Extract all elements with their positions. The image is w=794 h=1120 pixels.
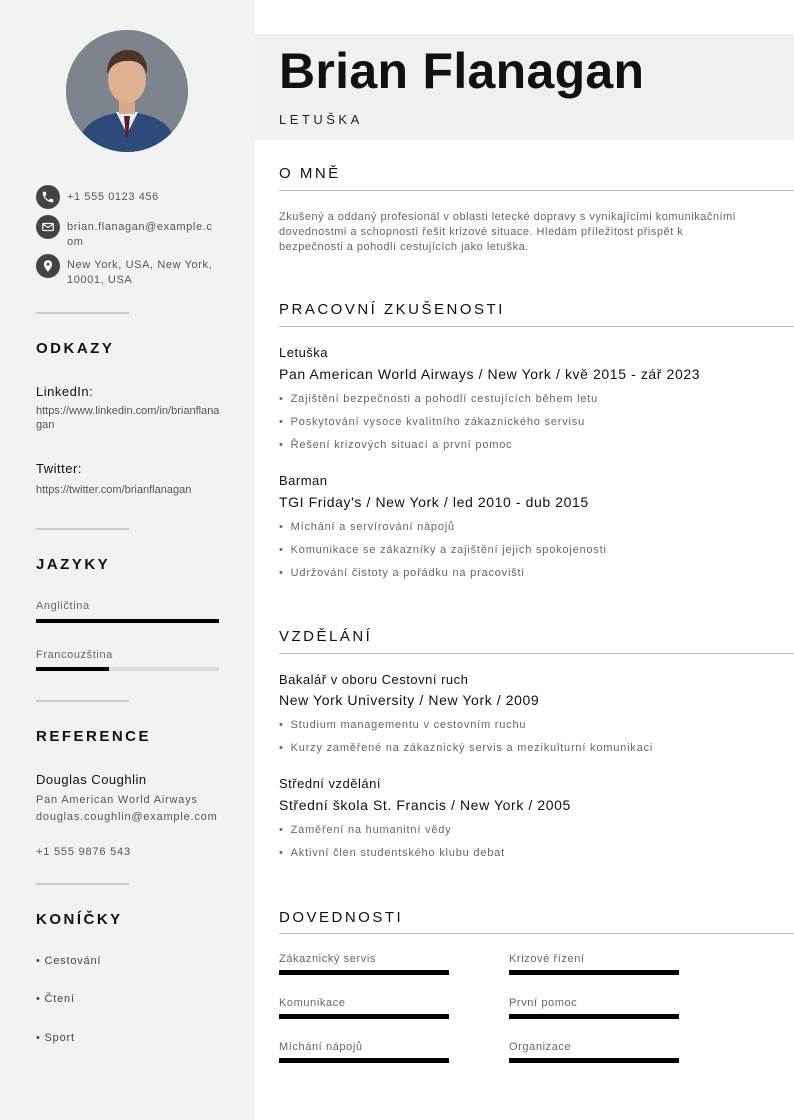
hobby-label: Cestování (44, 955, 102, 967)
contact-address (36, 254, 217, 288)
sidebar-divider (36, 883, 129, 885)
section-divider (279, 653, 794, 654)
skill-level-bar (279, 1014, 449, 1019)
email-text: brian.flanagan@example.com (67, 221, 213, 248)
reference-company: Pan American World Airways (36, 794, 198, 806)
section-divider (279, 933, 794, 934)
hobby-label: Čtení (44, 993, 75, 1005)
skill-level-bar (509, 970, 679, 975)
job-title: LETUŠKA (279, 112, 363, 127)
skill-name: Míchání nápojů (279, 1041, 363, 1053)
education-title: VZDĚLÁNÍ (279, 628, 373, 645)
linkedin-label: LinkedIn: (36, 384, 94, 399)
education-bullet: • Studium managementu v cestovním ruchu (279, 719, 526, 731)
twitter-link[interactable]: https://twitter.com/brianflanagan (36, 484, 192, 496)
experience-title: PRACOVNÍ ZKUŠENOSTI (279, 301, 505, 318)
map-pin-icon (36, 254, 60, 278)
about-title: O MNĚ (279, 165, 341, 182)
about-text: Zkušený a oddaný profesionál v oblasti letecké dopravy s vynikajícími komunikačními dovednostmi a schopností řešit krizové situace. Hledám příležitost přispět k bezpečnosti a pohodlí cestujících jako letuška. (279, 211, 736, 253)
job-bullet: • Udržování čistoty a pořádku na pracovišti (279, 567, 525, 579)
school-info: Střední škola St. Francis / New York / 2005 (279, 797, 571, 813)
skill-name: Zákaznický servis (279, 953, 376, 965)
language-level-bar (36, 619, 219, 623)
skill-level-bar (279, 970, 449, 975)
skill-name: Krizové řízení (509, 953, 585, 965)
education-bullet: • Kurzy zaměřené na zákaznický servis a mezikulturní komunikaci (279, 742, 653, 754)
profile-photo-graphic (66, 30, 188, 152)
contact-email (36, 215, 217, 250)
degree-name: Střední vzdělání (279, 776, 381, 791)
profile-photo (66, 30, 188, 152)
section-divider (279, 190, 794, 191)
twitter-label: Twitter: (36, 461, 82, 476)
links-title: ODKAZY (36, 340, 115, 357)
job-bullet: • Míchání a servírování nápojů (279, 521, 455, 533)
language-level-bar (36, 667, 219, 671)
section-divider (279, 326, 794, 327)
languages-title: JAZYKY (36, 556, 111, 573)
skill-level-bar (509, 1014, 679, 1019)
skill-name: Komunikace (279, 997, 346, 1009)
envelope-icon (36, 215, 60, 239)
skill-name: První pomoc (509, 997, 578, 1009)
skill-level-bar (279, 1058, 449, 1063)
reference-name: Douglas Coughlin (36, 772, 147, 787)
sidebar-divider (36, 312, 129, 314)
hobby-item: • Sport (36, 1032, 75, 1044)
education-bullet: • Zaměření na humanitní vědy (279, 824, 451, 836)
reference-email: douglas.coughlin@example.com (36, 811, 218, 823)
skill-name: Organizace (509, 1041, 572, 1053)
reference-title: REFERENCE (36, 728, 152, 745)
phone-text: +1 555 0123 456 (67, 191, 159, 203)
sidebar-divider (36, 528, 129, 530)
phone-icon (36, 185, 60, 209)
degree-name: Bakalář v oboru Cestovní ruch (279, 672, 469, 687)
job-org: Pan American World Airways / New York / kvě 2015 - zář 2023 (279, 366, 701, 382)
sidebar-divider (36, 700, 129, 702)
job-org: TGI Friday's / New York / led 2010 - dub 2015 (279, 494, 589, 510)
job-bullet: • Komunikace se zákazníky a zajištění jejich spokojenosti (279, 544, 607, 556)
contact-phone (36, 185, 217, 209)
job-bullet: • Řešení krizových situací a první pomoc (279, 439, 512, 451)
school-info: New York University / New York / 2009 (279, 692, 540, 708)
hobbies-title: KONÍČKY (36, 911, 123, 928)
job-role: Barman (279, 473, 328, 488)
linkedin-link[interactable]: https://www.linkedin.com/in/brianflanagan (36, 405, 220, 431)
language-level-fill (36, 667, 109, 671)
job-bullet: • Zajištění bezpečnosti a pohodlí cestujících během letu (279, 393, 598, 405)
reference-phone: +1 555 9876 543 (36, 846, 131, 858)
job-role: Letuška (279, 345, 329, 360)
job-bullet: • Poskytování vysoce kvalitního zákaznického servisu (279, 416, 585, 428)
hobby-item: • Čtení (36, 993, 75, 1005)
skill-level-bar (509, 1058, 679, 1063)
address-text: New York, USA, New York, 10001, USA (67, 259, 213, 286)
language-level-fill (36, 619, 219, 623)
person-name: Brian Flanagan (279, 43, 645, 99)
language-name: Francouzština (36, 649, 113, 661)
language-name: Angličtina (36, 600, 90, 612)
hobby-item: • Cestování (36, 955, 102, 967)
hobby-label: Sport (44, 1032, 75, 1044)
skills-title: DOVEDNOSTI (279, 909, 404, 926)
education-bullet: • Aktivní člen studentského klubu debat (279, 847, 505, 859)
